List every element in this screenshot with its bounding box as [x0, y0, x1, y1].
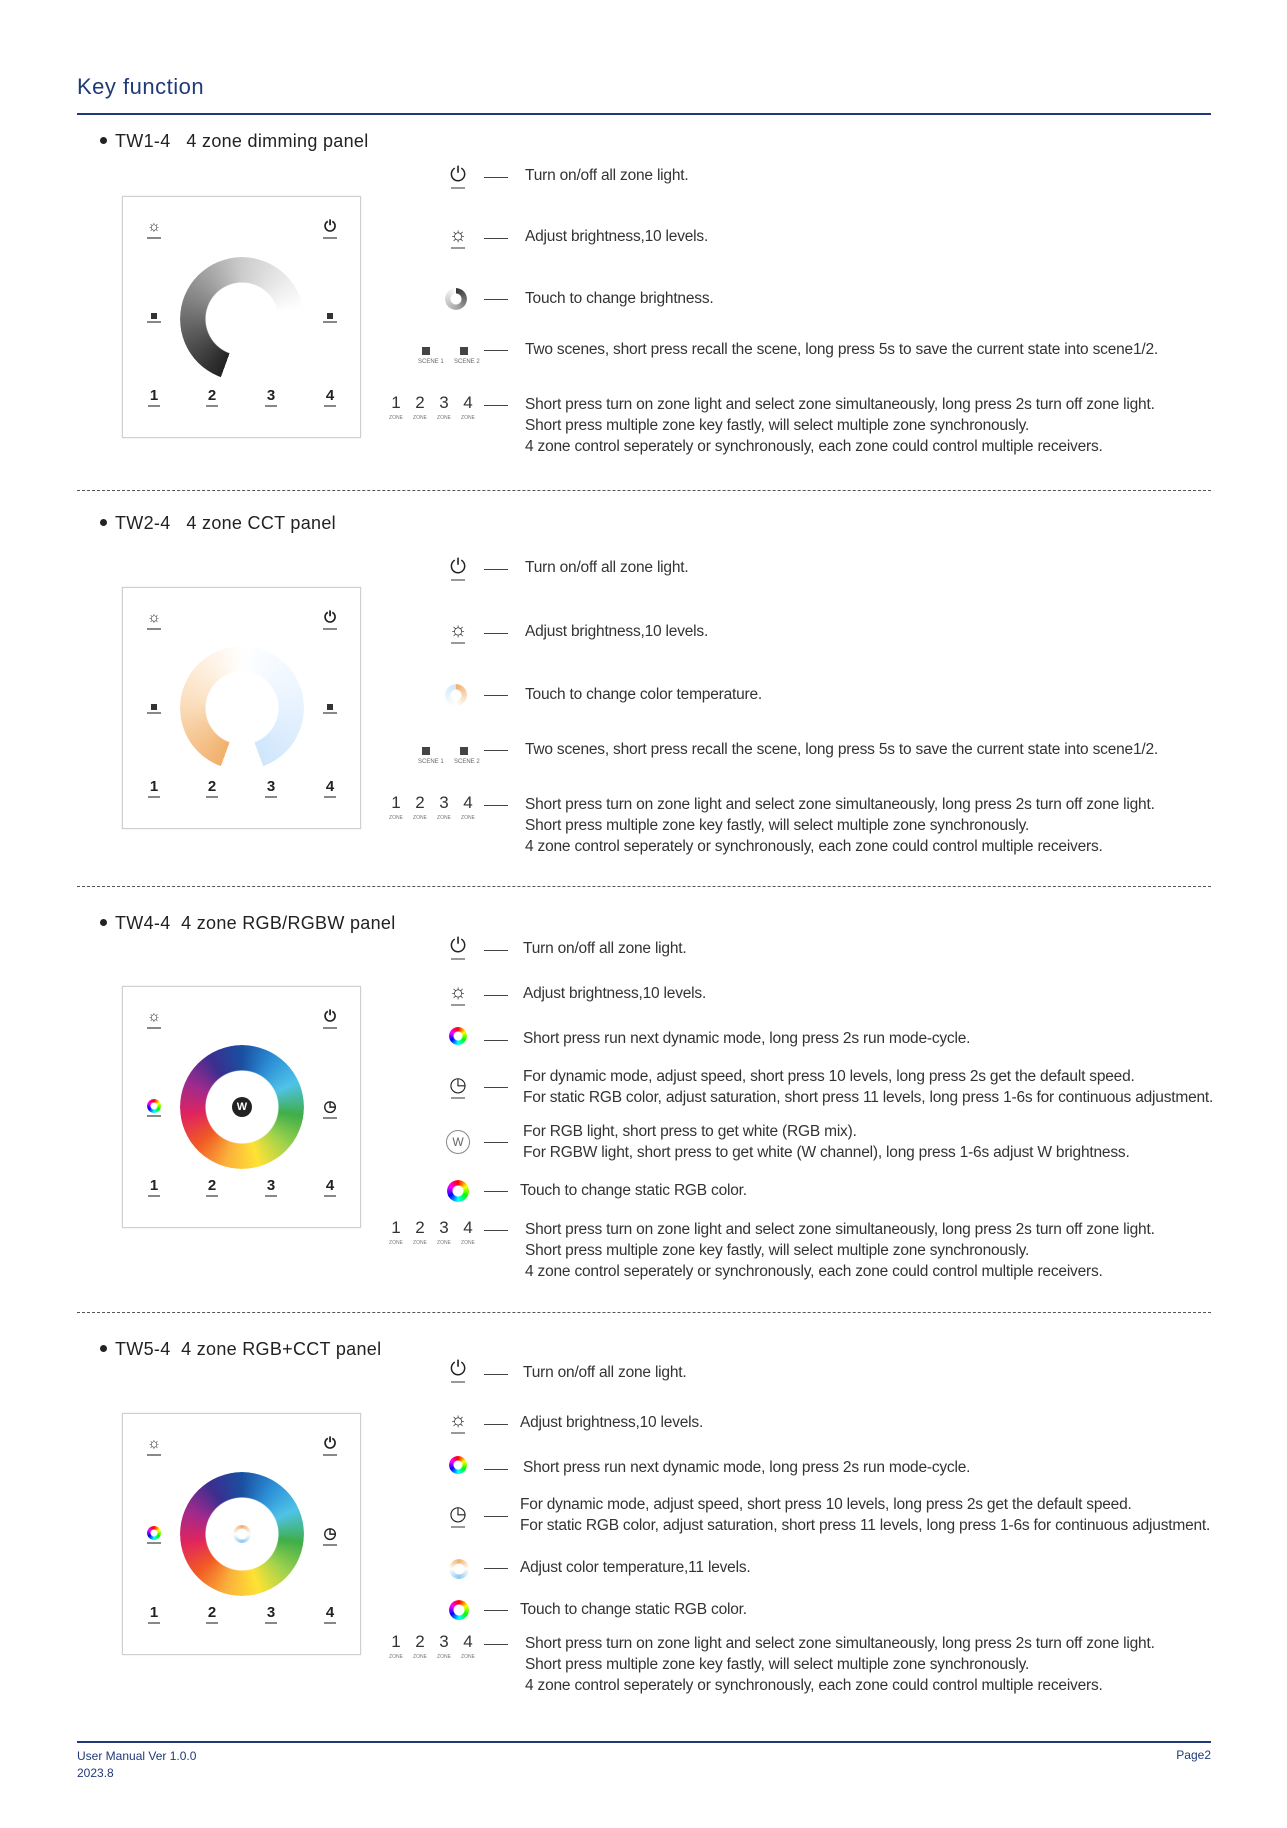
brightness-icon: ☼ [143, 1436, 165, 1460]
connector-line [484, 1469, 508, 1470]
row-desc: Adjust brightness,10 levels. [525, 623, 709, 640]
zone-3-button: 3 [260, 1177, 282, 1197]
brightness-icon: ☼ [143, 219, 165, 243]
section-title-tw5 [100, 1339, 381, 1360]
mode-icon [449, 1456, 467, 1474]
scene2-button [319, 700, 341, 724]
cct-icon [449, 1559, 469, 1579]
mode-icon [143, 1099, 165, 1123]
row-desc: For dynamic mode, adjust speed, short press 10 levels, long press 2s get the default speed. For static RGB color, adjust saturation, short press 11 levels, long press 1-6s for continuous adjustment. [520, 1496, 1211, 1534]
zone-icons: 1 2 3 4 ZONE ZONE ZONE ZONE [389, 793, 475, 821]
row-desc: Two scenes, short press recall the scene, long press 5s to save the current state into scene1/2. [525, 341, 1159, 358]
page-title: Key function [77, 74, 205, 99]
cct-button [233, 1525, 251, 1543]
power-icon: ⏻ [443, 1358, 473, 1388]
zone-4-button: 4 [319, 1177, 341, 1197]
zone-1-button: 1 [143, 1604, 165, 1624]
mode-icon [449, 1027, 467, 1045]
connector-line [484, 995, 508, 996]
zone-2-button: 2 [201, 1604, 223, 1624]
zone-3-button: 3 [260, 1604, 282, 1624]
row-desc: Short press run next dynamic mode, long press 2s run mode-cycle. [523, 1459, 971, 1476]
brightness-icon: ☼ [443, 981, 473, 1011]
row-desc: Touch to change static RGB color. [520, 1601, 747, 1618]
zone-1-button: 1 [143, 1177, 165, 1197]
row-desc: Turn on/off all zone light. [523, 940, 687, 957]
row-desc: Touch to change static RGB color. [520, 1182, 747, 1199]
power-icon: ⏻ [319, 219, 341, 243]
row-desc: Two scenes, short press recall the scene, long press 5s to save the current state into scene1/2. [525, 741, 1159, 758]
brightness-icon: ☼ [443, 619, 473, 649]
zone-3-button: 3 [260, 778, 282, 798]
connector-line [484, 238, 508, 239]
connector-line [484, 1040, 508, 1041]
zone-4-button: 4 [319, 387, 341, 407]
header-rule [77, 113, 1211, 115]
rgb-ring-icon [447, 1180, 469, 1202]
zone-3-button: 3 [260, 387, 282, 407]
section-title-text: TW2-4 4 zone CCT panel [115, 513, 336, 533]
connector-line [484, 633, 508, 634]
connector-line [484, 1230, 508, 1231]
connector-line [484, 1374, 508, 1375]
zone-4-button: 4 [319, 1604, 341, 1624]
row-desc: Short press turn on zone light and select zone simultaneously, long press 2s turn off zone light. Short press multiple zone key fastly, will select multiple zone synchronously. 4 zone control seperately or synchronously, each zone could control multiple receivers. [525, 396, 1155, 455]
cct-ring-icon [445, 684, 467, 706]
connector-line [484, 569, 508, 570]
speed-icon: ◷ [443, 1074, 473, 1104]
connector-line [484, 1644, 508, 1645]
connector-line [484, 695, 508, 696]
speed-icon: ◷ [319, 1099, 341, 1123]
scene-icons: SCENE 1 SCENE 2 [418, 743, 480, 773]
connector-line [484, 750, 508, 751]
power-icon: ⏻ [319, 610, 341, 634]
section-title-tw2 [100, 513, 336, 534]
connector-line [484, 805, 508, 806]
speed-icon: ◷ [319, 1526, 341, 1550]
row-desc: Short press turn on zone light and select zone simultaneously, long press 2s turn off zone light. Short press multiple zone key fastly, will select multiple zone synchronously. 4 zone control seperately or synchronously, each zone could control multiple receivers. [525, 796, 1155, 855]
dimming-ring [180, 257, 304, 381]
connector-line [484, 405, 508, 406]
row-desc: Turn on/off all zone light. [523, 1364, 687, 1381]
connector-line [484, 299, 508, 300]
zone-icons: 1 2 3 4 ZONE ZONE ZONE ZONE [389, 1218, 475, 1246]
connector-line [484, 177, 508, 178]
brightness-icon: ☼ [443, 1409, 473, 1439]
connector-line [484, 1516, 508, 1517]
scene-icons: SCENE 1 SCENE 2 [418, 343, 480, 373]
row-desc: For RGB light, short press to get white (RGB mix). For RGBW light, short press to get white (W channel), long press 1-6s adjust W brightness. [523, 1123, 1130, 1161]
zone-1-button: 1 [143, 387, 165, 407]
zone-2-button: 2 [201, 1177, 223, 1197]
section-title-text: TW5-4 4 zone RGB+CCT panel [115, 1339, 382, 1359]
section-title-text: TW4-4 4 zone RGB/RGBW panel [115, 913, 396, 933]
speed-icon: ◷ [443, 1503, 473, 1533]
connector-line [484, 1568, 508, 1569]
row-desc: Adjust brightness,10 levels. [520, 1414, 704, 1431]
brightness-icon: ☼ [443, 224, 473, 254]
section-divider [77, 490, 1211, 491]
panel-tw5 [122, 1413, 361, 1655]
scene2-button [319, 309, 341, 333]
mode-icon [143, 1526, 165, 1550]
zone-1-button: 1 [143, 778, 165, 798]
rgb-ring-icon [449, 1600, 469, 1620]
scene1-button [143, 309, 165, 333]
power-icon: ⏻ [319, 1436, 341, 1460]
connector-line [484, 1142, 508, 1143]
row-desc: Short press run next dynamic mode, long press 2s run mode-cycle. [523, 1030, 971, 1047]
power-icon: ⏻ [443, 164, 473, 194]
scene1-button [143, 700, 165, 724]
connector-line [484, 1610, 508, 1611]
white-icon: W [446, 1130, 470, 1154]
bullet-icon [100, 919, 107, 926]
zone-2-button: 2 [201, 778, 223, 798]
row-desc: Adjust brightness,10 levels. [523, 985, 707, 1002]
connector-line [484, 1424, 508, 1425]
power-icon: ⏻ [443, 935, 473, 965]
section-title-text: TW1-4 4 zone dimming panel [115, 131, 369, 151]
bullet-icon [100, 137, 107, 144]
section-divider [77, 886, 1211, 887]
brightness-icon: ☼ [143, 1009, 165, 1033]
white-button: W [232, 1097, 252, 1117]
row-desc: Turn on/off all zone light. [525, 167, 689, 184]
power-icon: ⏻ [443, 556, 473, 586]
cct-ring [180, 646, 304, 770]
section-divider [77, 1312, 1211, 1313]
connector-line [484, 1191, 508, 1192]
footer-rule [77, 1741, 1211, 1743]
row-desc: Adjust brightness,10 levels. [525, 228, 709, 245]
bullet-icon [100, 1345, 107, 1352]
zone-2-button: 2 [201, 387, 223, 407]
connector-line [484, 350, 508, 351]
row-desc: Turn on/off all zone light. [525, 559, 689, 576]
bullet-icon [100, 519, 107, 526]
panel-tw4 [122, 986, 361, 1228]
section-title-tw4 [100, 913, 396, 934]
dimming-ring-icon [445, 288, 467, 310]
row-desc: Touch to change color temperature. [525, 686, 763, 703]
footer-version [77, 1748, 196, 1782]
row-desc: Adjust color temperature,11 levels. [520, 1559, 751, 1576]
row-desc: For dynamic mode, adjust speed, short press 10 levels, long press 2s get the default speed. For static RGB color, adjust saturation, short press 11 levels, long press 1-6s for continuous adjustment. [523, 1068, 1214, 1106]
panel-tw1 [122, 196, 361, 438]
zone-4-button: 4 [319, 778, 341, 798]
footer-version-text: User Manual Ver 1.0.0 [77, 1749, 197, 1763]
panel-tw2 [122, 587, 361, 829]
connector-line [484, 950, 508, 951]
footer-date: 2023.8 [77, 1766, 114, 1780]
row-desc: Short press turn on zone light and select zone simultaneously, long press 2s turn off zone light. Short press multiple zone key fastly, will select multiple zone synchronously. 4 zone control seperately or synchronously, each zone could control multiple receivers. [525, 1221, 1155, 1280]
brightness-icon: ☼ [143, 610, 165, 634]
row-desc: Touch to change brightness. [525, 290, 714, 307]
power-icon: ⏻ [319, 1009, 341, 1033]
zone-icons: 1 2 3 4 ZONE ZONE ZONE ZONE [389, 1632, 475, 1660]
zone-icons: 1 2 3 4 ZONE ZONE ZONE ZONE [389, 393, 475, 421]
page-number: Page2 [1176, 1748, 1211, 1762]
connector-line [484, 1087, 508, 1088]
row-desc: Short press turn on zone light and select zone simultaneously, long press 2s turn off zone light. Short press multiple zone key fastly, will select multiple zone synchronously. 4 zone control seperately or synchronously, each zone could control multiple receivers. [525, 1635, 1155, 1694]
section-title-tw1 [100, 131, 369, 152]
